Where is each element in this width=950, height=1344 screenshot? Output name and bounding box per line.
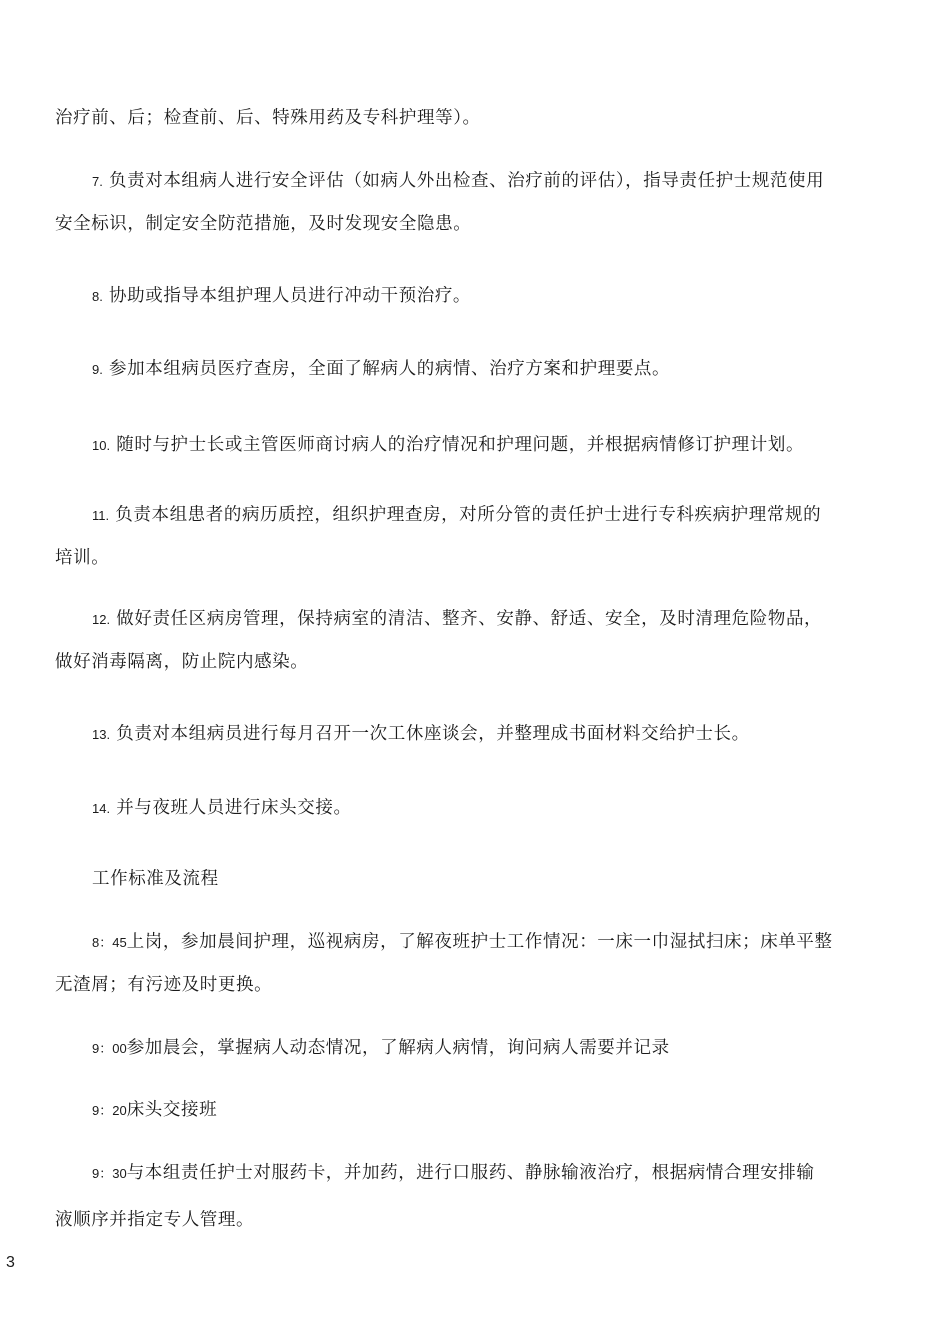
item-number: 9. — [92, 362, 103, 377]
item-text: 负责本组患者的病历质控，组织护理查房，对所分管的责任护士进行专科疾病护理常规的 — [115, 505, 822, 525]
item-text: 培训。 — [55, 548, 110, 568]
schedule-text: 上岗，参加晨间护理，巡视病房，了解夜班护士工作情况：一床一巾湿拭扫床；床单平整 — [126, 932, 833, 952]
schedule-text: 液顺序并指定专人管理。 — [55, 1210, 255, 1230]
schedule-text: 与本组责任护士对服药卡，并加药，进行口服药、静脉输液治疗，根据病情合理安排输 — [126, 1163, 815, 1183]
schedule-text: 床头交接班 — [126, 1100, 218, 1120]
schedule-time: 9：30 — [92, 1166, 127, 1181]
item-text: 协助或指导本组护理人员进行冲动干预治疗。 — [109, 286, 472, 306]
item-text: 参加本组病员医疗查房，全面了解病人的病情、治疗方案和护理要点。 — [109, 359, 671, 379]
schedule-item-0930 — [92, 1161, 815, 1186]
page-number: 3 — [6, 1254, 15, 1271]
item-number: 11. — [92, 508, 110, 523]
schedule-item-0900 — [92, 1036, 670, 1061]
list-item-11-continuation — [55, 546, 109, 570]
list-item-12-continuation — [55, 650, 308, 674]
list-item-12 — [92, 607, 822, 632]
item-number: 10. — [92, 438, 111, 453]
item-text: 负责对本组病人进行安全评估（如病人外出检查、治疗前的评估），指导责任护士规范使用 — [109, 171, 825, 191]
item-number: 13. — [92, 727, 111, 742]
schedule-time: 9：00 — [92, 1041, 127, 1056]
list-item-9 — [92, 357, 670, 382]
schedule-text: 无渣屑；有污迹及时更换。 — [55, 975, 273, 995]
paragraph-line — [55, 106, 481, 130]
item-text: 安全标识，制定安全防范措施，及时发现安全隐患。 — [55, 214, 472, 234]
list-item-8 — [92, 284, 471, 309]
item-text: 负责对本组病员进行每月召开一次工休座谈会，并整理成书面材料交给护士长。 — [116, 724, 750, 744]
schedule-time: 8：45 — [92, 935, 127, 950]
list-item-10 — [92, 433, 804, 458]
schedule-item-0920 — [92, 1098, 217, 1123]
item-text: 随时与护士长或主管医师商讨病人的治疗情况和护理问题，并根据病情修订护理计划。 — [116, 435, 805, 455]
item-number: 12. — [92, 612, 111, 627]
schedule-text: 参加晨会，掌握病人动态情况，了解病人病情，询问病人需要并记录 — [126, 1038, 670, 1058]
schedule-item-0845-continuation — [55, 973, 272, 997]
item-number: 14. — [92, 801, 111, 816]
list-item-7-continuation — [55, 212, 471, 236]
schedule-time: 9：20 — [92, 1103, 127, 1118]
list-item-14 — [92, 796, 352, 821]
schedule-item-0845 — [92, 930, 833, 955]
section-heading — [92, 867, 219, 891]
list-item-7 — [92, 169, 824, 194]
item-number: 7. — [92, 174, 103, 189]
section-heading-text: 工作标准及流程 — [92, 869, 219, 889]
list-item-13 — [92, 722, 750, 747]
item-text: 做好责任区病房管理，保持病室的清洁、整齐、安静、舒适、安全，及时清理危险物品， — [116, 609, 823, 629]
item-text: 做好消毒隔离，防止院内感染。 — [55, 652, 309, 672]
item-text: 并与夜班人员进行床头交接。 — [116, 798, 352, 818]
item-number: 8. — [92, 289, 103, 304]
schedule-item-0930-continuation — [55, 1208, 254, 1232]
list-item-11 — [92, 503, 821, 528]
paragraph-text: 治疗前、后；检查前、后、特殊用药及专科护理等）。 — [55, 108, 481, 128]
